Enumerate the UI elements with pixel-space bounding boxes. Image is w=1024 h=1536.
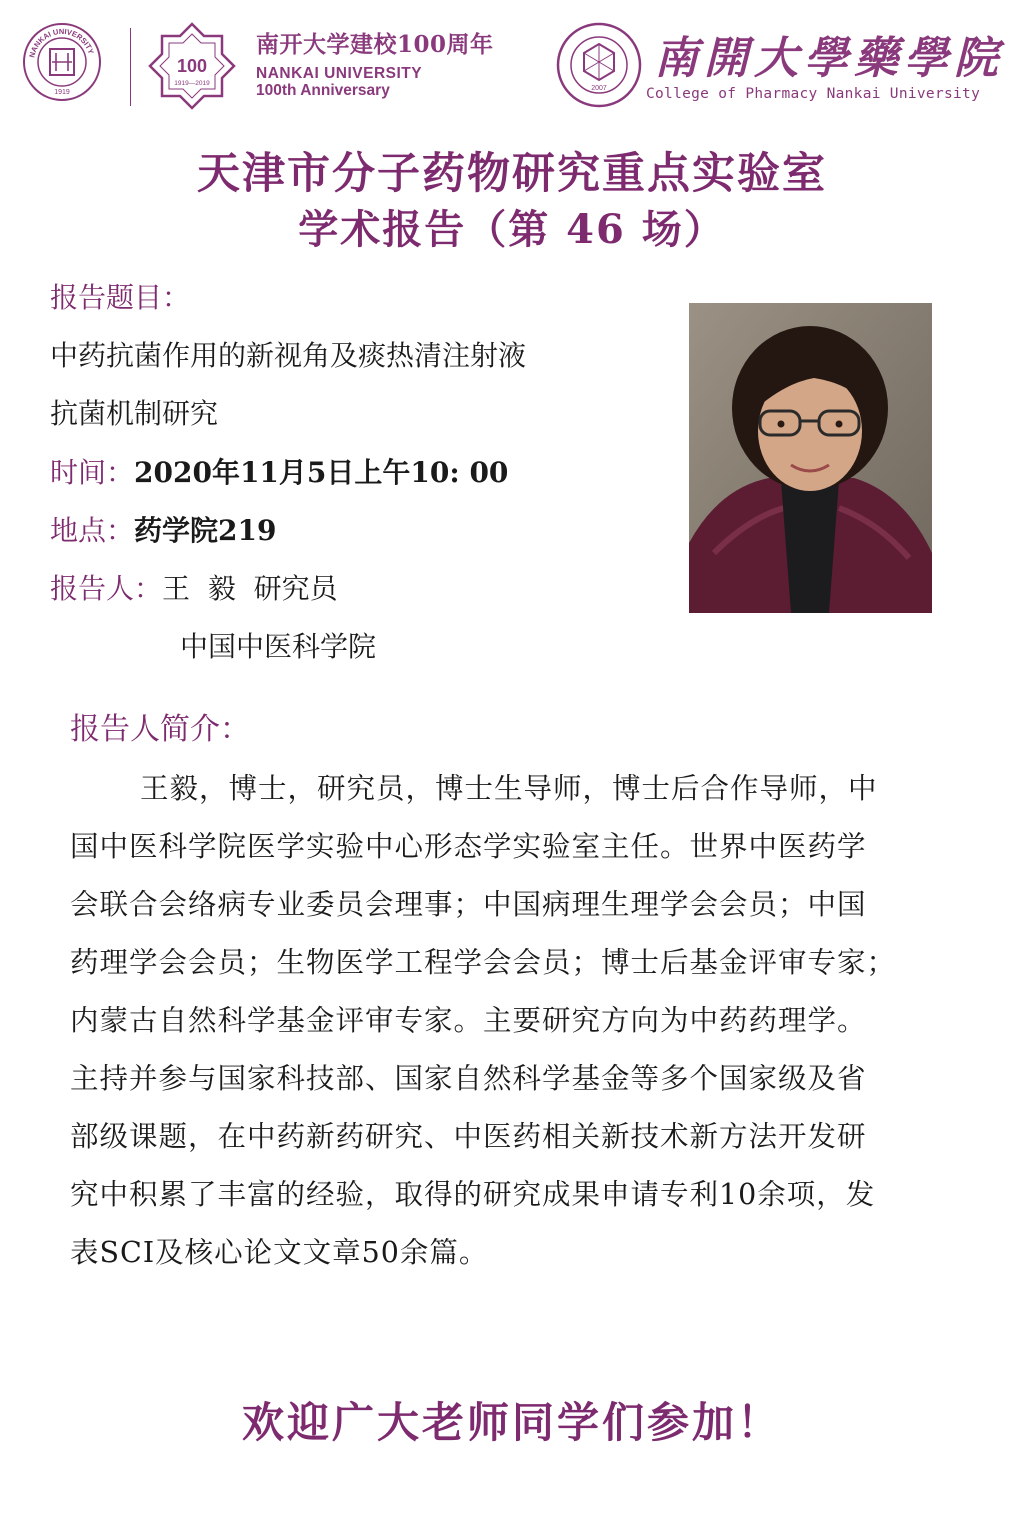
bio-line: 王毅，博士，研究员，博士生导师，博士后合作导师，中: [140, 772, 878, 805]
bio-line: 主持并参与国家科技部、国家自然科学基金等多个国家级及省: [70, 1062, 867, 1095]
seal-year: 1919: [54, 89, 70, 96]
bio-line: 表SCI及核心论文文章50余篇。: [70, 1236, 489, 1269]
bio-line: 究中积累了丰富的经验，取得的研究成果申请专利10余项，发: [70, 1178, 876, 1211]
pharmacy-college-name-cn: 南開大學藥學院: [654, 33, 1004, 84]
topic-line-2: 抗菌机制研究: [50, 397, 219, 430]
topic-line-1: 中药抗菌作用的新视角及痰热清注射液: [50, 339, 527, 372]
topic-label: 报告题目：: [50, 281, 191, 314]
place-value: 药学院219: [134, 514, 277, 547]
time-label: 时间：: [50, 456, 135, 489]
bio-line: 国中医科学院医学实验中心形态学实验室主任。世界中医药学: [70, 830, 867, 863]
header-divider: [130, 28, 131, 106]
time-row: [50, 451, 508, 491]
speaker-photo: [689, 303, 932, 613]
time-value: 2020年11月5日上午10: 00: [134, 456, 509, 489]
speaker-value: 王 毅 研究员: [162, 572, 338, 605]
bio-line: 部级课题，在中药新药研究、中医药相关新技术新方法开发研: [70, 1120, 867, 1153]
bio-line: 会联合会络病专业委员会理事；中国病理生理学会会员；中国: [70, 888, 867, 921]
anniv-en2: 100th Anniversary: [256, 82, 390, 99]
pharm-seal-year: 2007: [591, 85, 607, 92]
anniversary-logo: [148, 22, 236, 110]
bio-line: 药理学会会员；生物医学工程学会会员；博士后基金评审专家；: [70, 946, 897, 979]
anniv-badge-years: 1919—2019: [174, 80, 210, 87]
anniv-badge-number: 100: [176, 56, 208, 76]
speaker-row: [50, 567, 338, 607]
anniversary-text: [256, 26, 494, 100]
anniv-en1: NANKAI UNIVERSITY: [256, 65, 423, 82]
place-label: 地点：: [50, 514, 135, 547]
bio-heading: 报告人简介：: [70, 712, 250, 747]
topic-row: [50, 276, 190, 316]
bio-line: 内蒙古自然科学基金评审专家。主要研究方向为中药药理学。: [70, 1004, 867, 1037]
pharmacy-college-name-en: College of Pharmacy Nankai University: [646, 86, 981, 102]
nankai-university-seal: [22, 22, 102, 102]
place-row: [50, 509, 276, 549]
speaker-org: 中国中医科学院: [180, 630, 377, 663]
speaker-label: 报告人：: [50, 572, 163, 605]
welcome-message: 欢迎广大老师同学们参加！: [241, 1398, 782, 1447]
anniv-cn: 南开大学建校100周年: [256, 31, 494, 58]
page-subtitle: 学术报告（第 46 场）: [298, 206, 726, 253]
seal-text: NANKAI UNIVERSITY: [27, 26, 96, 59]
pharmacy-college-seal: [556, 22, 642, 108]
page-title: 天津市分子药物研究重点实验室: [197, 149, 827, 199]
